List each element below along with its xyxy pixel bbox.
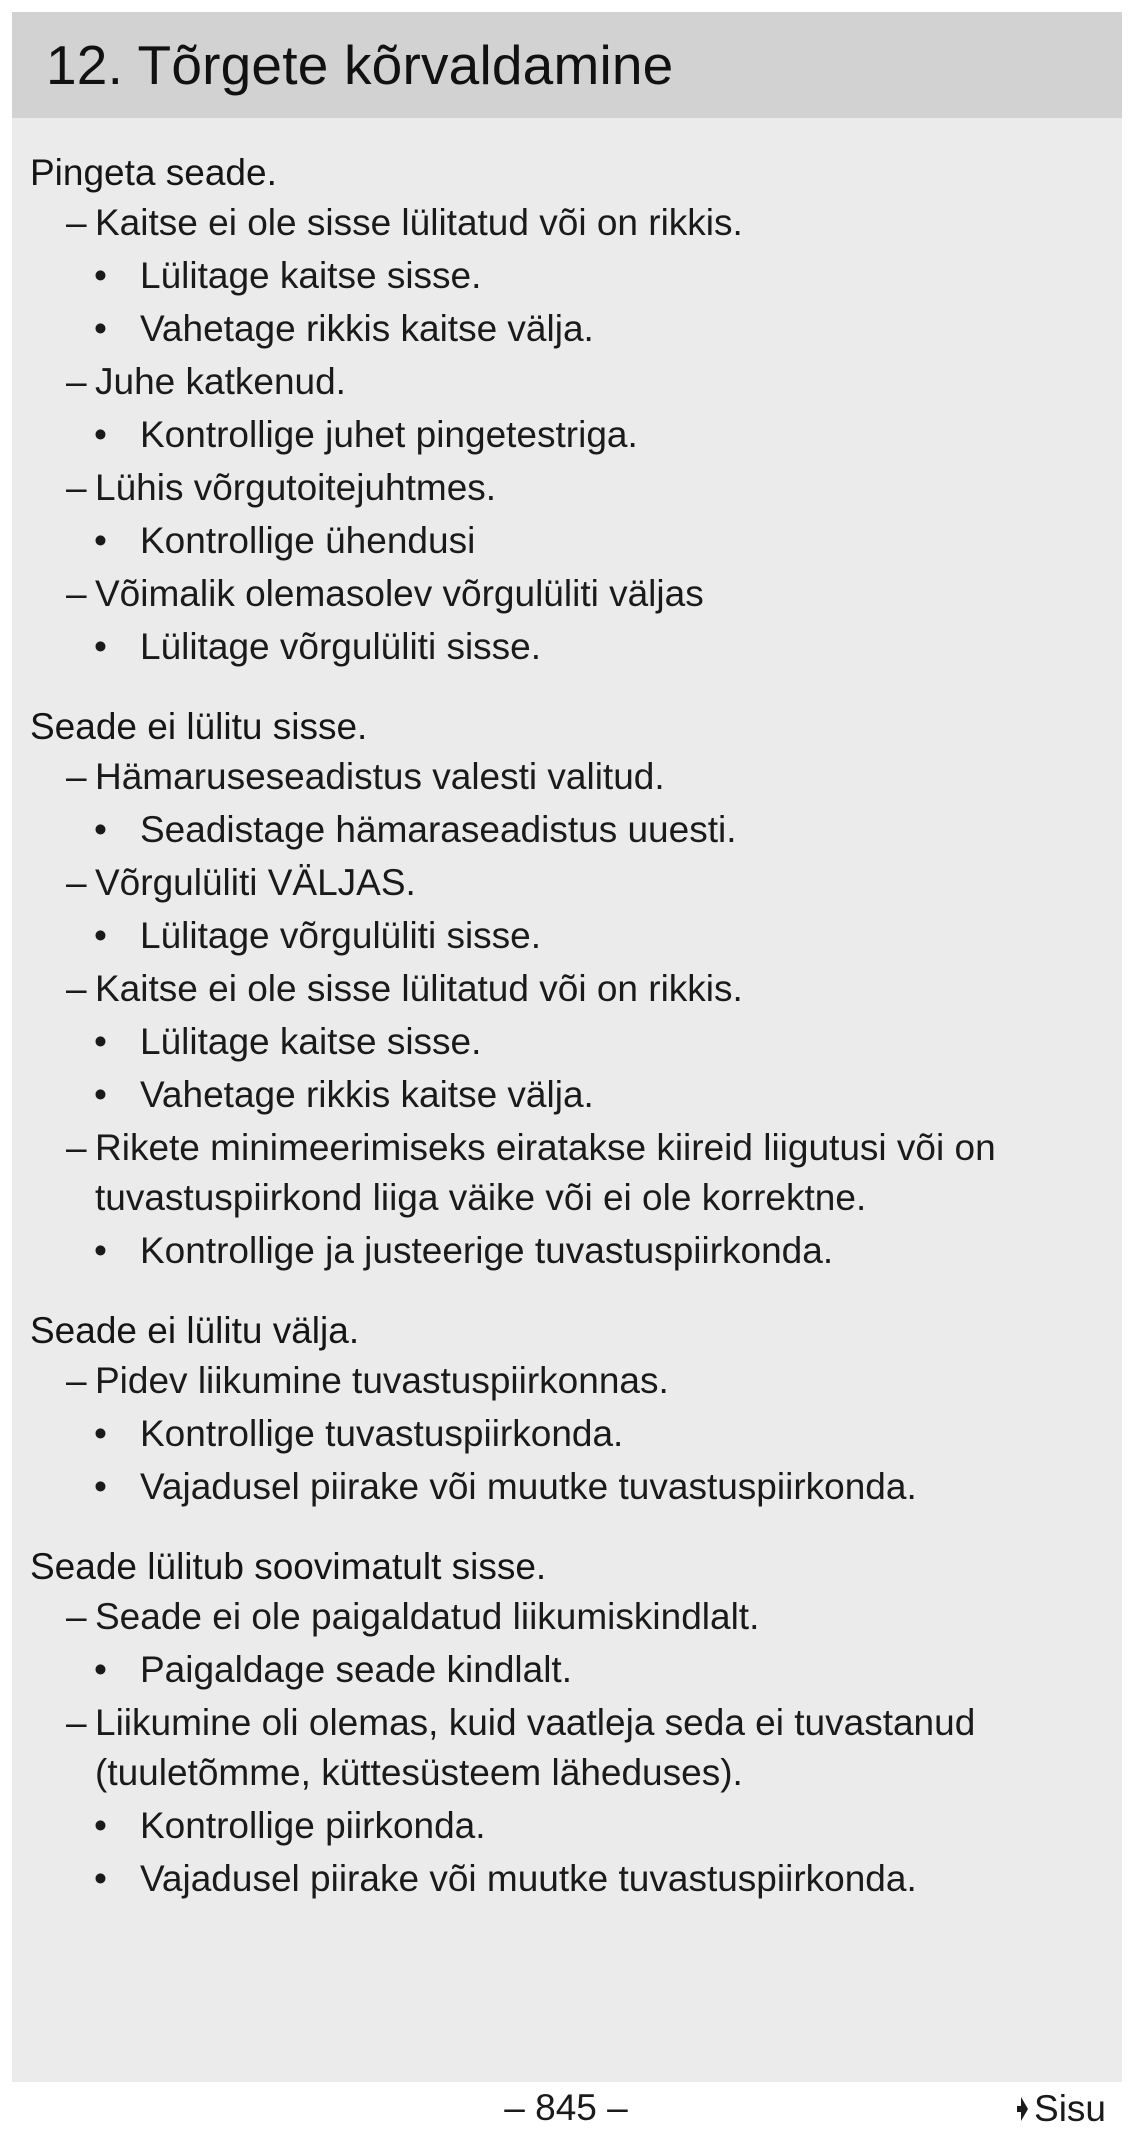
- bullet-icon: •: [94, 915, 107, 956]
- fault-cause: [30, 357, 1110, 407]
- remedy-text: Kontrollige piirkonda.: [140, 1805, 486, 1846]
- remedy-text: Vahetage rikkis kaitse välja.: [140, 308, 594, 349]
- dash-marker: –: [66, 862, 87, 903]
- page-number: – 845 –: [504, 2087, 628, 2128]
- page-title: 12. Tõrgete kõrvaldamine: [46, 34, 674, 96]
- remedy-item: [30, 1854, 1110, 1904]
- fault-section: [30, 1542, 1110, 1904]
- bullet-icon: •: [94, 1074, 107, 1115]
- bullet-icon: •: [94, 1466, 107, 1507]
- remedy-text: Kontrollige juhet pingetestriga.: [140, 414, 638, 455]
- fault-cause: [30, 1123, 1110, 1223]
- bullet-icon: •: [94, 809, 107, 850]
- remedy-text: Lülitage võrgulüliti sisse.: [140, 915, 542, 956]
- remedy-text: Vahetage rikkis kaitse välja.: [140, 1074, 594, 1115]
- remedy-text: Kontrollige ja justeerige tuvastuspiirkonda.: [140, 1230, 834, 1271]
- fault-heading: Seade ei lülitu sisse.: [30, 706, 368, 747]
- fault-cause-text: Pidev liikumine tuvastuspiirkonnas.: [95, 1360, 669, 1401]
- remedy-text: Kontrollige ühendusi: [140, 520, 476, 561]
- fault-cause: [30, 1592, 1110, 1642]
- fault-cause-text: Rikete minimeerimiseks eiratakse kiireid liigutusi või on tuvastuspiirkond liiga väike või ei ole korrektne.: [95, 1127, 996, 1218]
- remedy-text: Vajadusel piirake või muutke tuvastuspiirkonda.: [140, 1466, 917, 1507]
- fault-section: [30, 148, 1110, 672]
- fault-cause-text: Võrgulüliti VÄLJAS.: [95, 862, 416, 903]
- dash-marker: –: [66, 756, 87, 797]
- remedy-item: [30, 1017, 1110, 1067]
- bullet-icon: •: [94, 414, 107, 455]
- remedy-text: Lülitage võrgulüliti sisse.: [140, 626, 542, 667]
- dash-marker: –: [66, 202, 87, 243]
- remedy-text: Lülitage kaitse sisse.: [140, 255, 482, 296]
- dash-marker: –: [66, 1360, 87, 1401]
- fault-cause-text: Kaitse ei ole sisse lülitatud või on rikkis.: [95, 968, 743, 1009]
- fault-cause: [30, 858, 1110, 908]
- bullet-icon: •: [94, 1805, 107, 1846]
- dash-marker: –: [66, 1127, 87, 1168]
- fault-section: [30, 702, 1110, 1276]
- fault-cause: [30, 198, 1110, 248]
- dash-marker: –: [66, 968, 87, 1009]
- fault-cause-text: Hämaruseseadistus valesti valitud.: [95, 756, 665, 797]
- remedy-text: Seadistage hämaraseadistus uuesti.: [140, 809, 737, 850]
- remedy-item: [30, 1226, 1110, 1276]
- bullet-icon: •: [94, 308, 107, 349]
- bullet-icon: •: [94, 1649, 107, 1690]
- fault-cause-text: Seade ei ole paigaldatud liikumiskindlalt.: [95, 1596, 760, 1637]
- fault-cause-text: Liikumine oli olemas, kuid vaatleja seda ei tuvastanud (tuuletõmme, küttesüsteem läheduses).: [95, 1702, 976, 1793]
- bullet-icon: •: [94, 1858, 107, 1899]
- remedy-item: [30, 410, 1110, 460]
- remedy-item: [30, 1645, 1110, 1695]
- remedy-item: [30, 516, 1110, 566]
- toc-link[interactable]: [1016, 2086, 1106, 2132]
- remedy-item: [30, 304, 1110, 354]
- dash-marker: –: [66, 1596, 87, 1637]
- bullet-icon: •: [94, 1230, 107, 1271]
- remedy-text: Vajadusel piirake või muutke tuvastuspiirkonda.: [140, 1858, 917, 1899]
- remedy-item: [30, 1462, 1110, 1512]
- bullet-icon: •: [94, 1021, 107, 1062]
- remedy-item: [30, 622, 1110, 672]
- troubleshooting-list: [30, 148, 1110, 1934]
- fault-heading: Seade ei lülitu välja.: [30, 1310, 360, 1351]
- remedy-item: [30, 1409, 1110, 1459]
- dash-marker: –: [66, 467, 87, 508]
- remedy-text: Lülitage kaitse sisse.: [140, 1021, 482, 1062]
- dash-marker: –: [66, 361, 87, 402]
- remedy-text: Kontrollige tuvastuspiirkonda.: [140, 1413, 624, 1454]
- dash-marker: –: [66, 573, 87, 614]
- remedy-item: [30, 251, 1110, 301]
- toc-link-label[interactable]: Sisu: [1034, 2088, 1106, 2129]
- bullet-icon: •: [94, 1413, 107, 1454]
- bullet-icon: •: [94, 626, 107, 667]
- remedy-item: [30, 911, 1110, 961]
- remedy-text: Paigaldage seade kindlalt.: [140, 1649, 572, 1690]
- section-header: [12, 12, 1122, 118]
- fault-cause: [30, 964, 1110, 1014]
- fault-cause: [30, 569, 1110, 619]
- fault-cause: [30, 463, 1110, 513]
- content-panel: [12, 12, 1122, 2082]
- dash-marker: –: [66, 1702, 87, 1743]
- bullet-icon: •: [94, 520, 107, 561]
- fault-cause-text: Kaitse ei ole sisse lülitatud või on rikkis.: [95, 202, 743, 243]
- fault-cause: [30, 752, 1110, 802]
- remedy-item: [30, 805, 1110, 855]
- fault-cause-text: Võimalik olemasolev võrgulüliti väljas: [95, 573, 704, 614]
- fault-cause-text: Juhe katkenud.: [95, 361, 346, 402]
- fault-section: [30, 1306, 1110, 1512]
- fault-cause-text: Lühis võrgutoitejuhtmes.: [95, 467, 497, 508]
- pointer-arrow-icon: [1016, 2095, 1030, 2123]
- fault-cause: [30, 1698, 1110, 1798]
- fault-heading: Seade lülitub soovimatult sisse.: [30, 1546, 547, 1587]
- remedy-item: [30, 1801, 1110, 1851]
- fault-cause: [30, 1356, 1110, 1406]
- bullet-icon: •: [94, 255, 107, 296]
- fault-heading: Pingeta seade.: [30, 152, 277, 193]
- remedy-item: [30, 1070, 1110, 1120]
